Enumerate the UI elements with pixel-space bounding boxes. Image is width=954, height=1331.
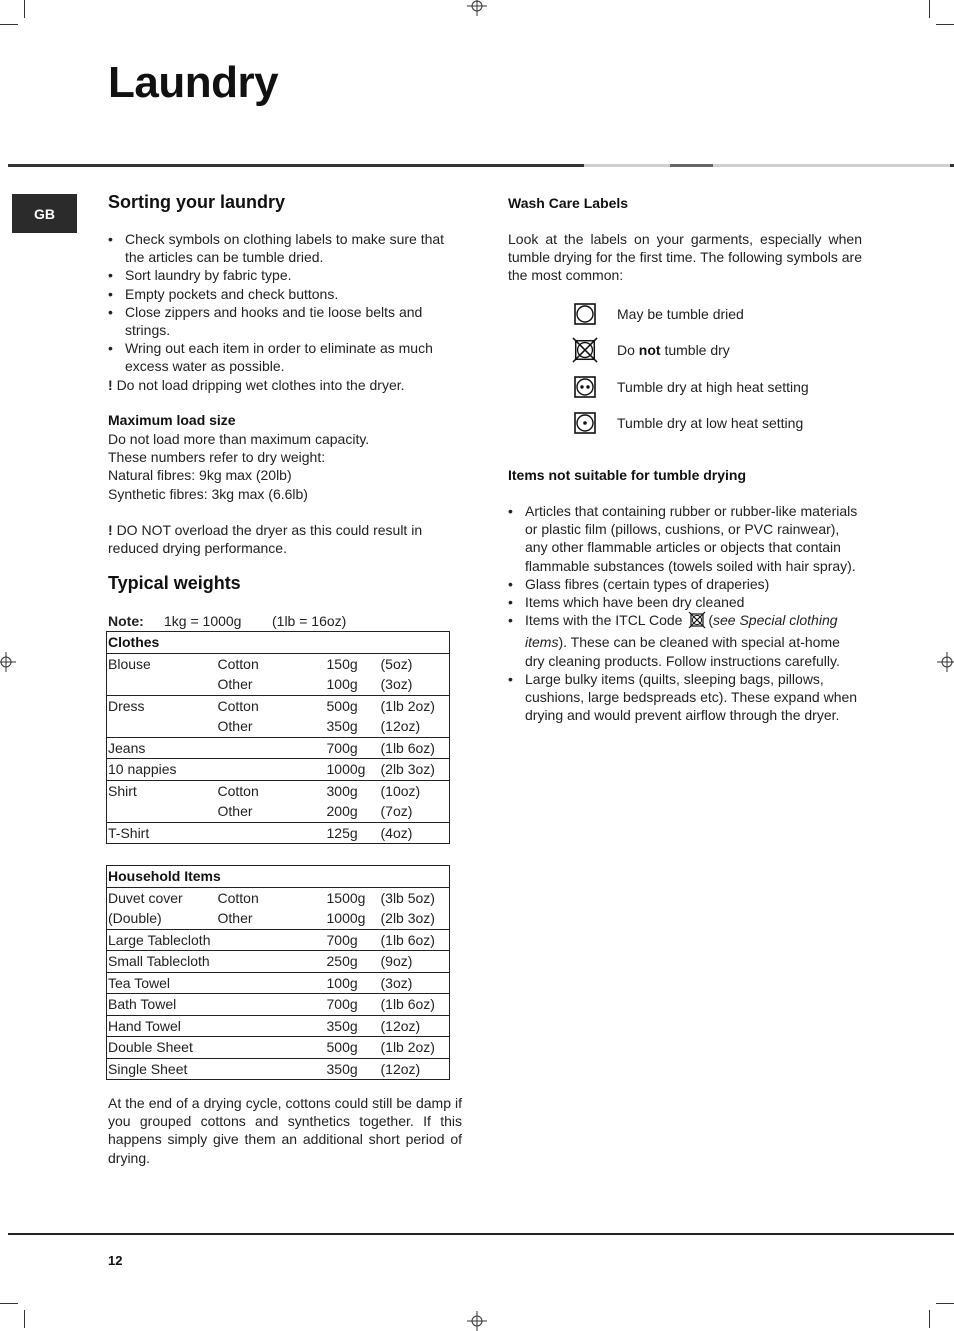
grams-cell: 1000g bbox=[326, 910, 366, 926]
table-row bbox=[107, 994, 450, 1016]
page-number: 12 bbox=[108, 1253, 123, 1268]
max-load-heading: Maximum load size bbox=[108, 412, 236, 428]
table-row bbox=[107, 887, 450, 908]
ounces-cell: (12oz) bbox=[380, 1058, 450, 1080]
note-kg: 1kg = 1000g bbox=[164, 613, 242, 629]
ounces-cell: (3oz) bbox=[380, 972, 450, 994]
table-row bbox=[107, 801, 450, 822]
household-weights-table bbox=[106, 865, 450, 1080]
ounces-cell: (12oz) bbox=[380, 1015, 450, 1037]
item-cell: Large Tablecloth bbox=[107, 929, 326, 951]
item-cell: Hand Towel bbox=[107, 1015, 326, 1037]
registration-mark-icon bbox=[467, 1311, 487, 1331]
item-cell bbox=[107, 674, 217, 695]
crop-mark bbox=[936, 24, 954, 25]
item-cell: Jeans bbox=[107, 737, 217, 759]
list-item: • Wring out each item in order to eliminate as much excess water as possible. bbox=[108, 339, 458, 375]
registration-mark-icon bbox=[937, 652, 954, 672]
sorting-list bbox=[108, 230, 458, 376]
crop-mark bbox=[936, 1303, 954, 1304]
weights-note bbox=[108, 612, 468, 630]
ounces-cell: (4oz) bbox=[380, 822, 450, 844]
registration-mark-icon bbox=[467, 0, 487, 16]
grams-cell: 700g bbox=[326, 737, 380, 759]
top-rule-segment bbox=[950, 164, 954, 167]
grams-cell: 350g bbox=[326, 1058, 380, 1080]
closing-paragraph: At the end of a drying cycle, cottons could still be damp if you grouped cottons and synthetics together. If this happens simply give them an additional short period of drying. bbox=[108, 1095, 462, 1166]
table-header-row bbox=[107, 866, 450, 888]
ounces-cell: (2lb 3oz) bbox=[380, 759, 450, 781]
table-row bbox=[107, 1058, 450, 1080]
type-cell: Cotton bbox=[217, 780, 326, 801]
table-row bbox=[107, 737, 450, 759]
care-labels-heading: Wash Care Labels bbox=[508, 195, 629, 211]
table-row bbox=[107, 759, 450, 781]
table-row bbox=[107, 929, 450, 951]
table-row bbox=[107, 972, 450, 994]
table-row bbox=[107, 674, 450, 695]
ounces-cell: (7oz) bbox=[380, 803, 413, 819]
top-rule-segment bbox=[713, 164, 950, 167]
symbol-label-pre: Do bbox=[617, 342, 639, 358]
ounces-cell: (1lb 6oz) bbox=[380, 737, 450, 759]
item-cell: (Double) bbox=[108, 910, 162, 926]
list-item: • Items which have been dry cleaned bbox=[508, 593, 858, 611]
item-cell: Duvet cover bbox=[107, 887, 217, 908]
table-row bbox=[107, 716, 450, 737]
type-cell: Other bbox=[217, 803, 253, 819]
symbol-label-post: tumble dry bbox=[660, 342, 730, 358]
table-header: Household Items bbox=[108, 868, 221, 884]
table-row bbox=[107, 653, 450, 674]
grams-cell: 125g bbox=[326, 822, 380, 844]
item-cell: Dress bbox=[107, 695, 217, 716]
type-cell: Cotton bbox=[217, 695, 326, 716]
table-row bbox=[107, 1015, 450, 1037]
crop-mark bbox=[24, 0, 25, 18]
care-labels-intro: Look at the labels on your garments, especially when tumble drying for the first time. The following symbols are the most common: bbox=[508, 231, 862, 284]
item-cell bbox=[107, 716, 217, 737]
page-title: Laundry bbox=[108, 58, 279, 107]
grams-cell: 250g bbox=[326, 951, 380, 973]
symbol-label: Tumble dry at low heat setting bbox=[617, 415, 804, 431]
registration-mark-icon bbox=[0, 652, 16, 672]
symbol-label: Tumble dry at high heat setting bbox=[617, 379, 809, 395]
note-lb: (1lb = 16oz) bbox=[272, 613, 347, 629]
list-item-text: ). These can be cleaned with special at-home dry cleaning products. Follow instructions carefully. bbox=[525, 634, 840, 669]
crop-mark bbox=[24, 1310, 25, 1328]
type-cell: Cotton bbox=[217, 653, 326, 674]
item-cell: Double Sheet bbox=[107, 1037, 326, 1059]
sorting-warning bbox=[108, 376, 468, 394]
type-cell bbox=[217, 759, 326, 781]
grams-cell: 500g bbox=[326, 1037, 380, 1059]
item-cell: 10 nappies bbox=[107, 759, 217, 781]
list-item: • Check symbols on clothing labels to make sure that the articles can be tumble dried. bbox=[108, 230, 458, 266]
ounces-cell: (1lb 6oz) bbox=[380, 929, 450, 951]
list-item: • Close zippers and hooks and tie loose belts and strings. bbox=[108, 303, 458, 339]
list-item: • Glass fibres (certain types of draperies) bbox=[508, 575, 858, 593]
not-suitable-list bbox=[508, 502, 858, 724]
type-cell: Other bbox=[217, 676, 253, 692]
table-row bbox=[107, 695, 450, 716]
table-row bbox=[107, 822, 450, 844]
sorting-heading: Sorting your laundry bbox=[108, 192, 286, 212]
top-rule-segment bbox=[584, 164, 670, 167]
table-row bbox=[107, 908, 450, 929]
list-item: • Large bulky items (quilts, sleeping bags, pillows, cushions, large bedspreads etc). These expand when drying and would prevent airflow through the dryer. bbox=[508, 670, 858, 725]
ounces-cell: (5oz) bbox=[380, 653, 450, 674]
ounces-cell: (2lb 3oz) bbox=[380, 910, 435, 926]
item-cell: Single Sheet bbox=[107, 1058, 326, 1080]
type-cell bbox=[217, 737, 326, 759]
grams-cell: 1000g bbox=[326, 759, 380, 781]
warning-mark: ! bbox=[108, 522, 113, 538]
type-cell: Other bbox=[217, 910, 253, 926]
max-load-line: These numbers refer to dry weight: bbox=[108, 449, 326, 466]
grams-cell: 200g bbox=[326, 803, 358, 819]
top-rule bbox=[8, 164, 584, 167]
ounces-cell: (9oz) bbox=[380, 951, 450, 973]
grams-cell: 500g bbox=[326, 695, 380, 716]
ounces-cell: (1lb 2oz) bbox=[380, 1037, 450, 1059]
list-item-text: Items with the ITCL Code bbox=[525, 612, 683, 629]
table-row bbox=[107, 1037, 450, 1059]
crop-mark bbox=[0, 1303, 18, 1304]
ounces-cell: (1lb 2oz) bbox=[380, 695, 450, 716]
symbol-label: May be tumble dried bbox=[617, 306, 744, 322]
table-header-row bbox=[107, 632, 450, 654]
ounces-cell: (3lb 5oz) bbox=[380, 887, 450, 908]
ounces-cell: (1lb 6oz) bbox=[380, 994, 450, 1016]
care-symbol-row bbox=[572, 301, 744, 327]
tumble-dry-high-heat-icon bbox=[572, 374, 598, 400]
table-row bbox=[107, 951, 450, 973]
max-load-line: Synthetic fibres: 3kg max (6.6lb) bbox=[108, 485, 308, 502]
bottom-rule bbox=[8, 1233, 954, 1235]
clothes-weights-table bbox=[106, 631, 450, 844]
max-load-line: Do not load more than maximum capacity. bbox=[108, 431, 370, 447]
crop-mark bbox=[929, 1310, 930, 1328]
ounces-cell: (3oz) bbox=[380, 676, 413, 692]
grams-cell: 150g bbox=[326, 653, 380, 674]
care-symbol-row bbox=[572, 374, 809, 400]
weights-heading: Typical weights bbox=[108, 573, 241, 593]
tumble-dry-low-heat-icon bbox=[572, 410, 598, 436]
grams-cell: 350g bbox=[326, 1015, 380, 1037]
list-item: • Articles that containing rubber or rubber-like materials or plastic film (pillows, cushions, or PVC rainwear), any other flammable articles or objects that contain flammable substances (towels soiled with hair spray). bbox=[508, 502, 858, 575]
top-rule-segment bbox=[670, 164, 713, 167]
list-item: • Empty pockets and check buttons. bbox=[108, 285, 458, 303]
language-tab-label: GB bbox=[34, 205, 55, 222]
grams-cell: 700g bbox=[326, 929, 380, 951]
grams-cell: 100g bbox=[326, 676, 358, 692]
symbol-label-bold: not bbox=[638, 342, 661, 358]
not-suitable-heading: Items not suitable for tumble drying bbox=[508, 467, 747, 483]
grams-cell: 100g bbox=[326, 972, 380, 994]
table-row bbox=[107, 780, 450, 801]
list-item-text: ( bbox=[708, 612, 713, 629]
overload-warning bbox=[108, 521, 453, 557]
ounces-cell: (12oz) bbox=[380, 718, 421, 734]
list-item bbox=[508, 611, 858, 670]
table-header: Clothes bbox=[108, 634, 160, 650]
symbol-label bbox=[617, 342, 730, 358]
item-cell: Tea Towel bbox=[107, 972, 326, 994]
ounces-cell: (10oz) bbox=[380, 780, 450, 801]
language-tab bbox=[12, 194, 77, 233]
crop-mark bbox=[0, 24, 18, 25]
max-load-line: Natural fibres: 9kg max (20lb) bbox=[108, 467, 292, 484]
type-cell: Other bbox=[217, 718, 253, 734]
item-cell: Shirt bbox=[107, 780, 217, 801]
list-item: • Sort laundry by fabric type. bbox=[108, 266, 458, 284]
item-cell: Bath Towel bbox=[107, 994, 326, 1016]
type-cell bbox=[217, 822, 326, 844]
care-symbol-row bbox=[572, 337, 730, 363]
grams-cell: 300g bbox=[326, 780, 380, 801]
cross-reference: see Special clothing items bbox=[525, 612, 838, 651]
do-not-tumble-dry-icon bbox=[572, 337, 598, 363]
max-load-text bbox=[108, 430, 468, 503]
warning-mark: ! bbox=[108, 377, 113, 393]
grams-cell: 350g bbox=[326, 718, 358, 734]
item-cell bbox=[107, 801, 217, 822]
grams-cell: 700g bbox=[326, 994, 380, 1016]
item-cell: Blouse bbox=[107, 653, 217, 674]
warning-text: DO NOT overload the dryer as this could result in reduced drying performance. bbox=[108, 522, 423, 557]
itcl-code-icon bbox=[688, 611, 706, 633]
warning-text: Do not load dripping wet clothes into the dryer. bbox=[116, 377, 405, 393]
item-cell: Small Tablecloth bbox=[107, 951, 326, 973]
type-cell: Cotton bbox=[217, 887, 326, 908]
tumble-dry-icon bbox=[572, 301, 598, 327]
care-symbol-row bbox=[572, 410, 804, 436]
crop-mark bbox=[929, 0, 930, 18]
grams-cell: 1500g bbox=[326, 887, 380, 908]
item-cell: T-Shirt bbox=[107, 822, 217, 844]
note-label: Note: bbox=[108, 613, 144, 629]
